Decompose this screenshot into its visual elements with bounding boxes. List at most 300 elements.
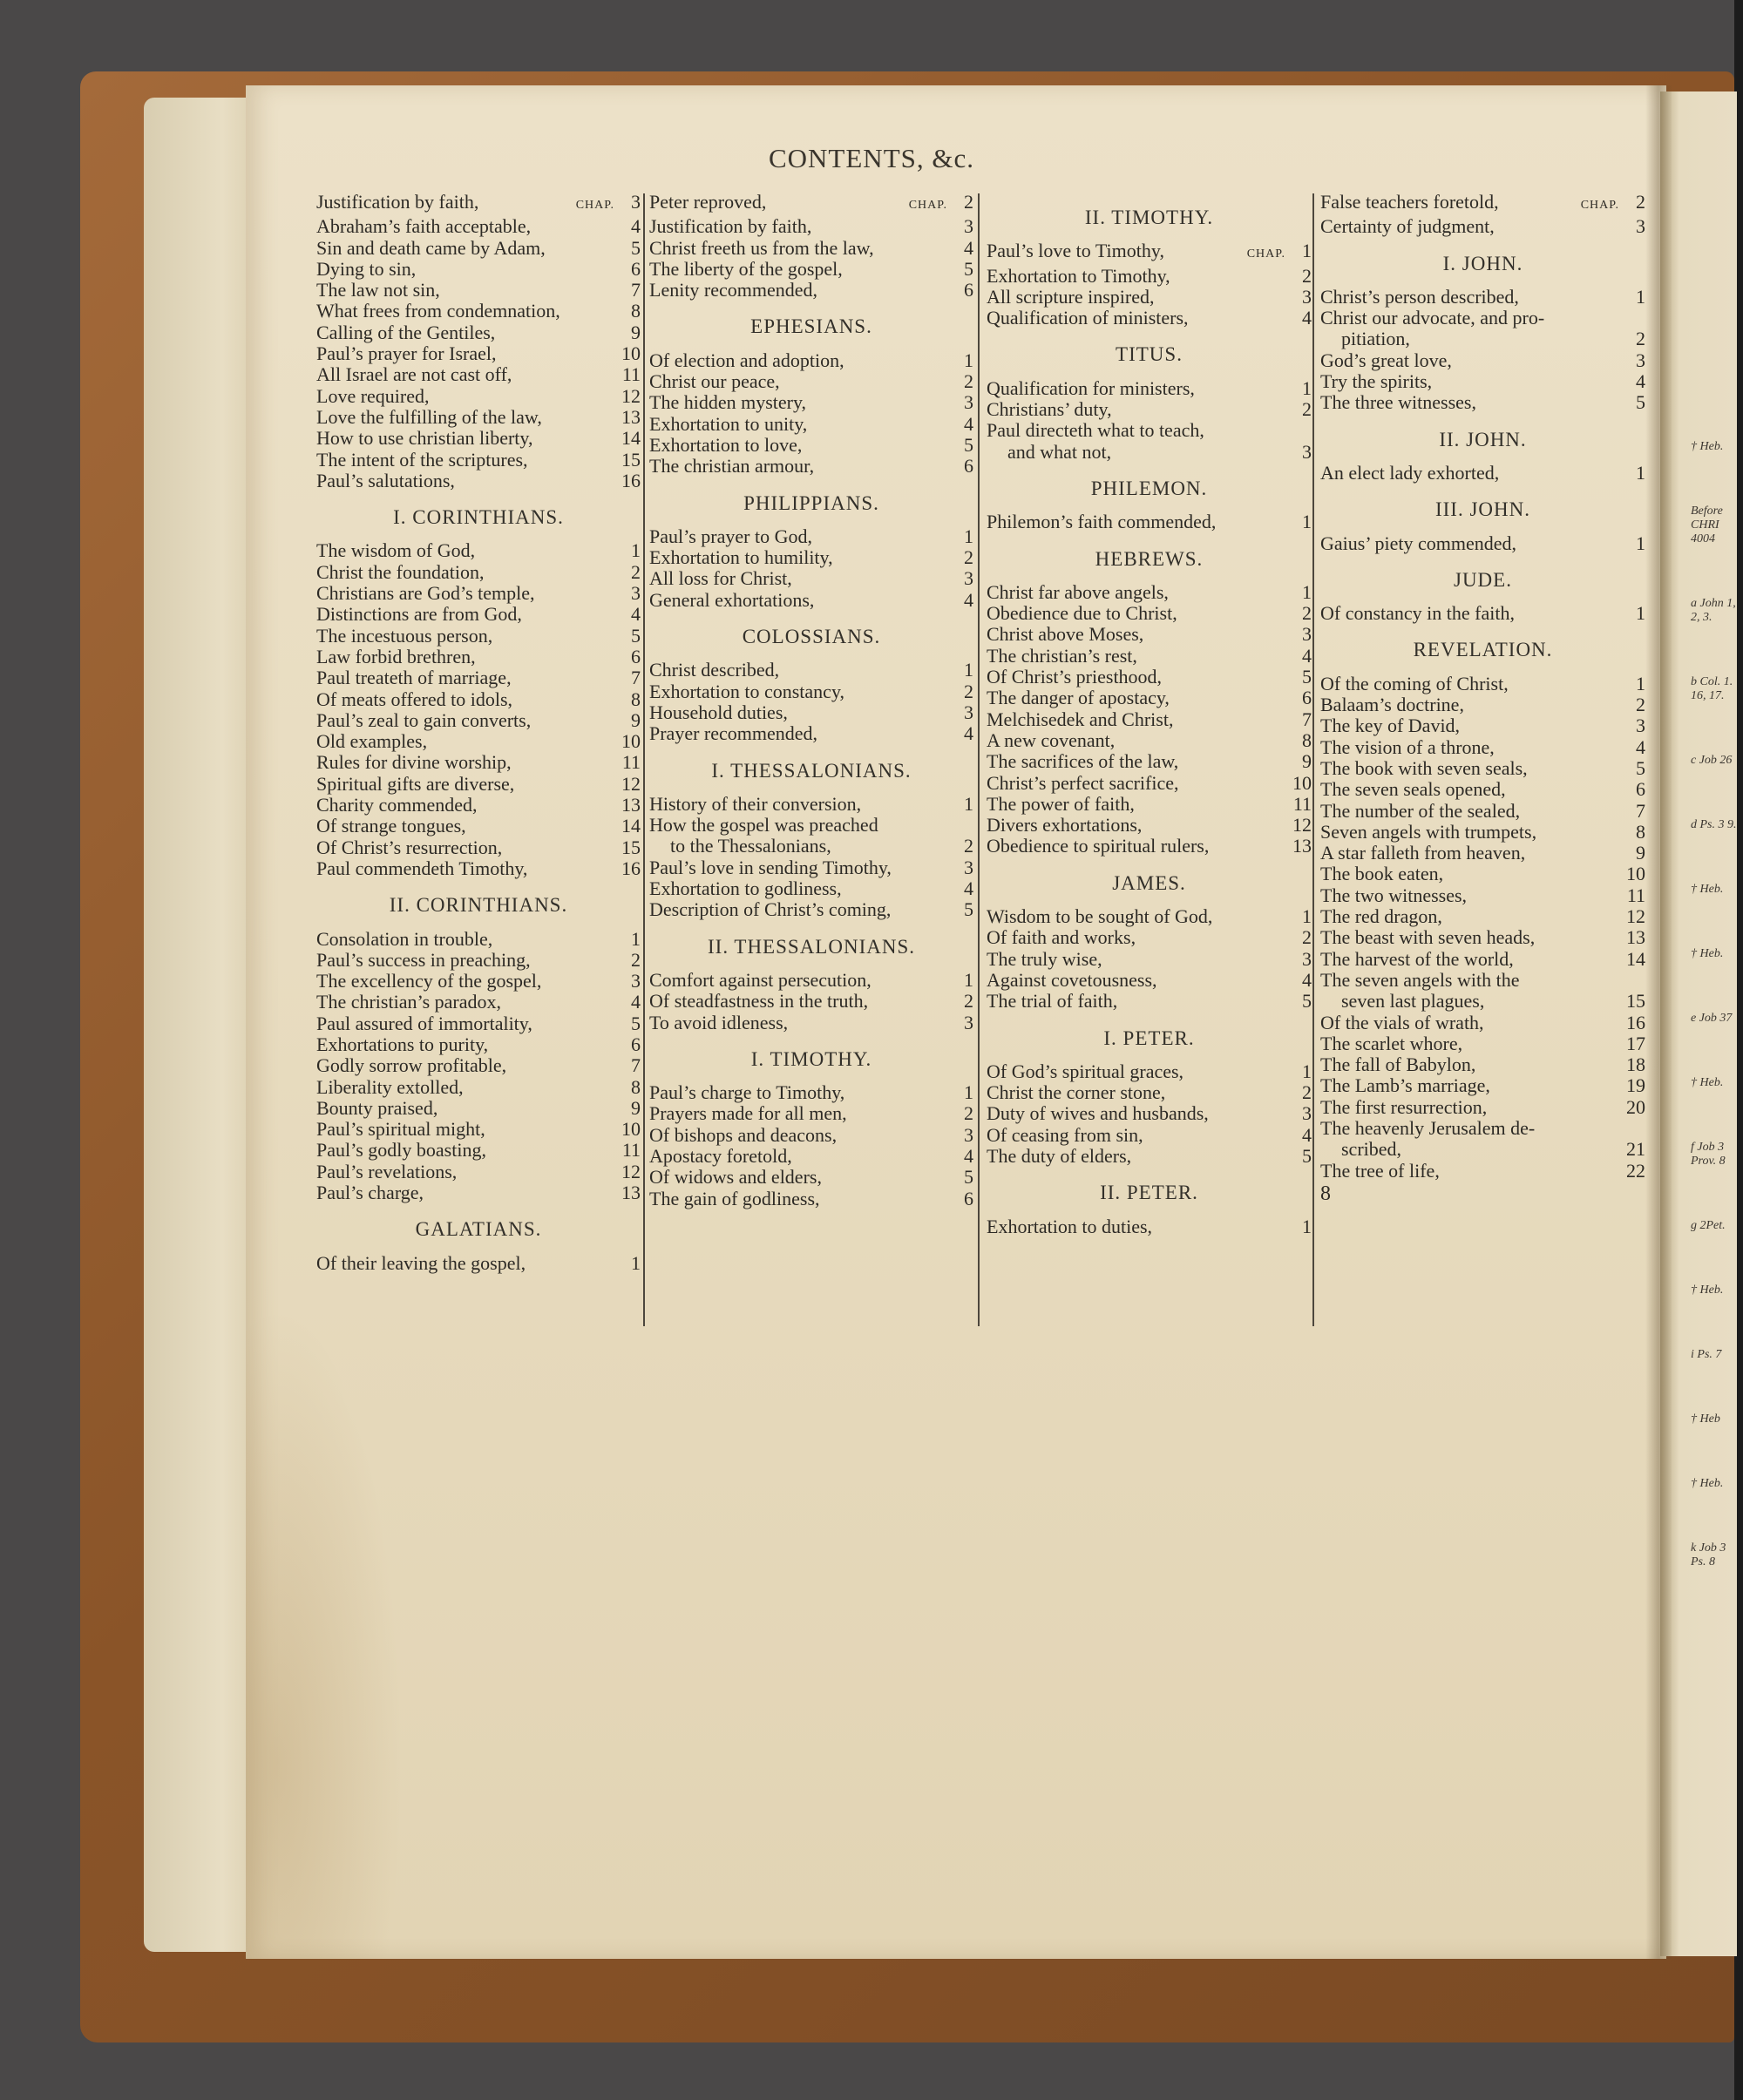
- entry-title: Paul’s charge to Timothy,: [649, 1081, 845, 1104]
- margin-note: a John 1, 2, 3.: [1691, 597, 1736, 624]
- entry-title: Paul assured of immortality,: [316, 1012, 532, 1034]
- contents-entry: [1320, 287, 1645, 308]
- book-heading: II. JOHN.: [1439, 428, 1527, 450]
- contents-entry: [987, 906, 1312, 927]
- chapter-number: 6: [964, 455, 973, 478]
- entry-title: Lenity recommended,: [649, 279, 818, 301]
- chapter-number: 3: [964, 1123, 973, 1146]
- contents-entry: [1320, 1161, 1645, 1182]
- entry-chapter: [954, 660, 973, 681]
- entry-chapter: [954, 414, 973, 435]
- contents-entry: [1320, 737, 1645, 758]
- contents-entry: [987, 949, 1312, 970]
- entry-chapter: [954, 456, 973, 477]
- chapter-number: 3: [1636, 715, 1645, 737]
- entry-title: Exhortation to godliness,: [649, 877, 842, 900]
- entry-title: The hidden mystery,: [649, 391, 807, 414]
- contents-entry: [649, 456, 973, 477]
- entry-title: Melchisedek and Christ,: [987, 708, 1174, 730]
- chapter-number: 4: [1636, 735, 1645, 758]
- entry-title: The power of faith,: [987, 792, 1135, 815]
- contents-entry: [987, 991, 1312, 1012]
- contents-entry: [316, 471, 641, 491]
- chapter-number: 13: [1626, 926, 1645, 949]
- chapter-number: 5: [631, 1012, 641, 1034]
- entry-chapter: [1626, 1075, 1645, 1096]
- book-heading: I. TIMOTHY.: [750, 1047, 872, 1070]
- entry-title: Of the vials of wrath,: [1320, 1011, 1484, 1033]
- margin-note: e Job 37: [1691, 1012, 1733, 1025]
- margin-note: † Heb.: [1691, 1284, 1724, 1297]
- chapter-number: 8: [631, 1075, 641, 1098]
- entry-title: The intent of the scriptures,: [316, 448, 528, 471]
- contents-entry: [1320, 906, 1645, 927]
- contents-entry: [987, 420, 1312, 441]
- chapter-number: 1: [1636, 285, 1645, 308]
- contents-entry: [316, 259, 641, 280]
- margin-note: i Ps. 7: [1691, 1348, 1722, 1361]
- contents-entry: [316, 583, 641, 604]
- entry-title: Christ our peace,: [649, 370, 780, 393]
- entry-chapter: [621, 689, 641, 710]
- chapter-number: 5: [964, 257, 973, 280]
- chapter-number: 3: [1636, 349, 1645, 371]
- entry-chapter: [1292, 442, 1312, 463]
- chapter-number: 1: [1302, 905, 1312, 928]
- chapter-number: 1: [964, 1081, 973, 1104]
- entry-chapter: [1626, 1161, 1645, 1182]
- contents-entry: [987, 794, 1312, 815]
- entry-title: Christ freeth us from the law,: [649, 236, 874, 259]
- entry-title: scribed,: [1341, 1138, 1402, 1161]
- chapter-number: 3: [1302, 1102, 1312, 1125]
- chapter-number: 9: [631, 708, 641, 731]
- entry-title: pitiation,: [1341, 328, 1410, 350]
- chapter-number: 17: [1626, 1032, 1645, 1054]
- contents-entry: [1320, 927, 1645, 948]
- entry-title: The fall of Babylon,: [1320, 1053, 1476, 1076]
- entry-title: Divers exhortations,: [987, 814, 1143, 837]
- contents-entry: [1320, 350, 1645, 371]
- entry-title: The number of the sealed,: [1320, 799, 1521, 822]
- contents-entry: [987, 1146, 1312, 1167]
- entry-title: Gaius’ piety commended,: [1320, 532, 1517, 554]
- margin-note: d Ps. 3 9.: [1691, 818, 1737, 831]
- contents-entry: [316, 816, 641, 837]
- contents-entry: [316, 343, 641, 364]
- chapter-number: 8: [1302, 728, 1312, 751]
- chapter-number: 5: [631, 236, 641, 259]
- entry-title: Christ’s perfect sacrifice,: [987, 771, 1179, 794]
- contents-entry: [316, 386, 641, 407]
- entry-chapter: [1292, 378, 1312, 399]
- entry-title: Household duties,: [649, 701, 788, 723]
- entry-chapter: [1581, 192, 1645, 216]
- contents-column-4: [1320, 192, 1645, 1204]
- contents-entry: [649, 702, 973, 723]
- contents-entry: [649, 660, 973, 681]
- chapter-number: 4: [631, 215, 641, 238]
- chapter-number: 2: [1636, 328, 1645, 350]
- entry-title: Christ the foundation,: [316, 560, 485, 583]
- entry-chapter: [954, 216, 973, 237]
- book-heading: I. CORINTHIANS.: [393, 506, 564, 529]
- entry-chapter: [1292, 511, 1312, 532]
- chap-label: CHAP.: [1580, 199, 1619, 212]
- chapter-number: 10: [1626, 863, 1645, 885]
- entry-title: The seven seals opened,: [1320, 778, 1506, 801]
- entry-chapter: [954, 1103, 973, 1124]
- entry-title: Try the spirits,: [1320, 370, 1433, 393]
- contents-entry: [987, 815, 1312, 836]
- page-number: 8: [1320, 1182, 1331, 1205]
- chapter-number: 8: [1636, 820, 1645, 843]
- book-heading: HEBREWS.: [1095, 547, 1204, 570]
- entry-chapter: [1292, 1216, 1312, 1237]
- chapter-number: 4: [631, 603, 641, 626]
- chapter-number: 2: [964, 370, 973, 393]
- entry-title: Love required,: [316, 384, 430, 407]
- contents-entry: [316, 238, 641, 259]
- entry-title: The seven angels with the: [1320, 968, 1520, 991]
- chapter-number: 7: [1636, 799, 1645, 822]
- column-rule: [978, 193, 980, 1326]
- entry-chapter: [954, 681, 973, 702]
- entry-chapter: [1626, 216, 1645, 237]
- entry-title: The trial of faith,: [987, 990, 1118, 1013]
- column-rule: [643, 193, 645, 1326]
- entry-chapter: [1292, 815, 1312, 836]
- chapter-number: 16: [621, 469, 641, 491]
- entry-chapter: [1626, 371, 1645, 392]
- entry-chapter: [954, 350, 973, 371]
- entry-chapter: [621, 343, 641, 364]
- contents-entry: [316, 450, 641, 471]
- entry-title: Christ far above angels,: [987, 580, 1169, 603]
- entry-title: All Israel are not cast off,: [316, 363, 512, 386]
- entry-chapter: [1292, 906, 1312, 927]
- chapter-number: 2: [964, 191, 973, 213]
- entry-chapter: [1292, 646, 1312, 667]
- chapter-number: 4: [1302, 968, 1312, 991]
- chapter-number: 2: [631, 948, 641, 971]
- entry-title: Liberality extolled,: [316, 1075, 464, 1098]
- contents-entry: [649, 192, 973, 216]
- entry-chapter: [1626, 906, 1645, 927]
- entry-chapter: [1626, 350, 1645, 371]
- entry-title: History of their conversion,: [649, 792, 862, 815]
- contents-entry: [1320, 463, 1645, 484]
- entry-chapter: [576, 192, 641, 216]
- contents-entry: [316, 731, 641, 752]
- entry-chapter: [1292, 1103, 1312, 1124]
- entry-chapter: [621, 280, 641, 301]
- contents-entry: [649, 794, 973, 815]
- contents-entry: [987, 266, 1312, 287]
- contents-entry: [649, 435, 973, 456]
- entry-title: Of steadfastness in the truth,: [649, 990, 869, 1013]
- entry-chapter: [1626, 1033, 1645, 1054]
- entry-chapter: [1626, 1013, 1645, 1033]
- contents-entry: [649, 259, 973, 280]
- entry-title: All loss for Christ,: [649, 567, 792, 590]
- entry-title: Paul’s charge,: [316, 1182, 424, 1204]
- contents-entry: [649, 350, 973, 371]
- chapter-number: 10: [621, 342, 641, 365]
- chapter-number: 13: [621, 1182, 641, 1204]
- entry-chapter: [954, 1082, 973, 1103]
- contents-entry: [987, 308, 1312, 329]
- chapter-number: 11: [1626, 884, 1645, 906]
- entry-title: Paul’s revelations,: [316, 1160, 458, 1182]
- chapter-number: 4: [964, 412, 973, 435]
- contents-column-1: [316, 192, 641, 1274]
- entry-chapter: [621, 731, 641, 752]
- contents-entry: [987, 511, 1312, 532]
- book-heading: I. THESSALONIANS.: [711, 759, 912, 782]
- entry-chapter: [1292, 582, 1312, 603]
- chapter-number: 1: [1302, 240, 1312, 262]
- chapter-number: 1: [1302, 580, 1312, 603]
- entry-title: Bounty praised,: [316, 1096, 438, 1119]
- entry-title: An elect lady exhorted,: [1320, 461, 1500, 484]
- contents-entry: [1320, 949, 1645, 970]
- chapter-number: 12: [621, 772, 641, 795]
- contents-entry: [316, 280, 641, 301]
- contents-entry: [987, 836, 1312, 857]
- contents-entry: [987, 970, 1312, 991]
- entry-chapter: [621, 386, 641, 407]
- entry-title: Against covetousness,: [987, 968, 1157, 991]
- entry-chapter: [1626, 737, 1645, 758]
- chapter-number: 6: [1302, 687, 1312, 709]
- entry-title: Seven angels with trumpets,: [1320, 820, 1537, 843]
- chapter-number: 11: [1292, 792, 1312, 815]
- chapter-number: 16: [1626, 1011, 1645, 1033]
- entry-chapter: [1292, 603, 1312, 624]
- entry-chapter: [1626, 392, 1645, 413]
- facing-page-margin-notes: [1691, 440, 1743, 1620]
- entry-title: Justification by faith,: [649, 215, 812, 238]
- contents-entry: [649, 1103, 973, 1124]
- margin-note: † Heb.: [1691, 947, 1724, 960]
- chapter-number: 5: [964, 898, 973, 921]
- entry-title: What frees from condemnation,: [316, 300, 560, 322]
- chapter-number: 3: [631, 970, 641, 992]
- entry-title: The beast with seven heads,: [1320, 926, 1536, 949]
- chapter-number: 4: [964, 236, 973, 259]
- contents-entry: [987, 378, 1312, 399]
- entry-title: Paul’s salutations,: [316, 469, 455, 491]
- chapter-number: 2: [1302, 1081, 1312, 1104]
- chapter-number: 9: [1302, 750, 1312, 773]
- entry-chapter: [621, 1055, 641, 1076]
- entry-chapter: [1292, 751, 1312, 772]
- contents-entry: [1320, 822, 1645, 843]
- contents-entry: [1320, 533, 1645, 554]
- chapter-number: 3: [1302, 440, 1312, 463]
- entry-title: Charity commended,: [316, 794, 478, 816]
- entry-chapter: [621, 950, 641, 971]
- chap-label: CHAP.: [575, 199, 614, 212]
- chapter-number: 6: [631, 257, 641, 280]
- entry-chapter: [621, 647, 641, 667]
- entry-chapter: [621, 971, 641, 992]
- entry-title: The law not sin,: [316, 279, 440, 301]
- entry-title: The Lamb’s marriage,: [1320, 1074, 1490, 1097]
- entry-title: The scarlet whore,: [1320, 1032, 1463, 1054]
- chapter-number: 4: [1302, 644, 1312, 667]
- entry-chapter: [1292, 624, 1312, 645]
- entry-title: to the Thessalonians,: [670, 835, 831, 857]
- margin-note: g 2Pet.: [1691, 1219, 1726, 1232]
- contents-entry: [316, 1119, 641, 1140]
- entry-chapter: [954, 794, 973, 815]
- contents-entry: [316, 1253, 641, 1274]
- chapter-number: 5: [1636, 756, 1645, 779]
- entry-chapter: [621, 1253, 641, 1274]
- entry-title: The danger of apostacy,: [987, 687, 1170, 709]
- entry-title: To avoid idleness,: [649, 1011, 789, 1033]
- entry-chapter: [621, 407, 641, 428]
- book-gutter: [1645, 85, 1672, 1959]
- chapter-number: 7: [631, 1054, 641, 1077]
- entry-title: Of bishops and deacons,: [649, 1123, 838, 1146]
- entry-title: seven last plagues,: [1341, 990, 1485, 1013]
- entry-chapter: [621, 795, 641, 816]
- entry-title: Of widows and elders,: [649, 1166, 822, 1189]
- entry-chapter: [1292, 287, 1312, 308]
- entry-chapter: [954, 878, 973, 899]
- contents-entry: [649, 547, 973, 568]
- book-heading: JUDE.: [1454, 568, 1512, 591]
- contents-entry: [987, 1061, 1312, 1082]
- margin-note: † Heb: [1691, 1412, 1720, 1426]
- entry-title: Wisdom to be sought of God,: [987, 905, 1213, 928]
- chapter-number: 18: [1626, 1053, 1645, 1076]
- entry-title: The excellency of the gospel,: [316, 970, 542, 992]
- entry-title: Christians are God’s temple,: [316, 582, 535, 605]
- entry-title: The book eaten,: [1320, 863, 1444, 885]
- entry-chapter: [954, 1146, 973, 1167]
- contents-entry: [1320, 216, 1645, 237]
- entry-title: Christ above Moses,: [987, 623, 1144, 646]
- entry-chapter: [621, 1162, 641, 1182]
- chapter-number: 6: [631, 1033, 641, 1055]
- contents-entry: [649, 392, 973, 413]
- contents-entry: [987, 927, 1312, 948]
- book-heading: III. JOHN.: [1434, 498, 1530, 521]
- chapter-number: 2: [1302, 602, 1312, 625]
- entry-chapter: [1292, 667, 1312, 688]
- chapter-number: 14: [621, 427, 641, 450]
- chapter-number: 3: [964, 701, 973, 723]
- entry-chapter: [1626, 864, 1645, 884]
- chapter-number: 4: [1302, 307, 1312, 329]
- entry-title: Spiritual gifts are diverse,: [316, 772, 515, 795]
- contents-entry: [316, 858, 641, 879]
- contents-entry: [1320, 801, 1645, 822]
- chapter-number: 5: [631, 624, 641, 647]
- contents-entry: [316, 322, 641, 343]
- contents-entry: [649, 836, 973, 857]
- entry-chapter: [621, 322, 641, 343]
- book-heading: II. TIMOTHY.: [1084, 207, 1214, 228]
- entry-title: Exhortation to love,: [649, 433, 803, 456]
- entry-chapter: [1292, 1146, 1312, 1167]
- chapter-number: 22: [1626, 1159, 1645, 1182]
- book-heading: TITUS.: [1116, 343, 1183, 366]
- entry-title: Prayers made for all men,: [649, 1102, 847, 1125]
- chapter-number: 2: [964, 835, 973, 857]
- entry-chapter: [621, 364, 641, 385]
- entry-title: The duty of elders,: [987, 1144, 1132, 1167]
- book-heading: GALATIANS.: [415, 1218, 542, 1241]
- entry-chapter: [954, 259, 973, 280]
- entry-title: Paul’s prayer to God,: [649, 525, 812, 547]
- chapter-number: 14: [621, 815, 641, 837]
- column-rule: [1312, 193, 1314, 1326]
- entry-title: The harvest of the world,: [1320, 947, 1514, 970]
- entry-chapter: [954, 702, 973, 723]
- chapter-number: 13: [621, 794, 641, 816]
- entry-title: The wisdom of God,: [316, 539, 476, 562]
- entry-title: Rules for divine worship,: [316, 751, 512, 774]
- chapter-number: 1: [964, 659, 973, 681]
- entry-chapter: [1626, 1139, 1645, 1160]
- chapter-number: 21: [1626, 1138, 1645, 1161]
- entry-title: Exhortation to duties,: [987, 1215, 1153, 1237]
- chapter-number: 16: [621, 857, 641, 879]
- contents-entry: [316, 950, 641, 971]
- entry-title: Law forbid brethren,: [316, 645, 476, 667]
- entry-chapter: [1292, 308, 1312, 329]
- chapter-number: 12: [621, 384, 641, 407]
- entry-title: How to use christian liberty,: [316, 427, 533, 450]
- contents-entry: [987, 1103, 1312, 1124]
- entry-chapter: [1626, 949, 1645, 970]
- entry-title: God’s great love,: [1320, 349, 1452, 371]
- chapter-number: 3: [1302, 947, 1312, 970]
- contents-entry: [987, 688, 1312, 708]
- entry-title: The christian’s paradox,: [316, 991, 501, 1013]
- contents-entry: [987, 773, 1312, 794]
- entry-chapter: [954, 547, 973, 568]
- entry-chapter: [1626, 779, 1645, 800]
- entry-chapter: [1626, 822, 1645, 843]
- entry-chapter: [621, 752, 641, 773]
- chapter-number: 2: [631, 560, 641, 583]
- chapter-number: 4: [964, 1144, 973, 1167]
- contents-entry: [316, 1182, 641, 1203]
- contents-entry: [987, 751, 1312, 772]
- contents-entry: [649, 1189, 973, 1209]
- entry-title: Christ’s person described,: [1320, 285, 1519, 308]
- contents-entry: [316, 1077, 641, 1098]
- chapter-number: 3: [631, 582, 641, 605]
- contents-entry: [649, 1082, 973, 1103]
- entry-title: Of God’s spiritual graces,: [987, 1060, 1184, 1082]
- chapter-number: 6: [1636, 778, 1645, 801]
- chapter-number: 3: [1302, 623, 1312, 646]
- contents-entry: [649, 991, 973, 1012]
- chapter-number: 3: [631, 191, 641, 213]
- contents-entry: [987, 1216, 1312, 1237]
- entry-chapter: [621, 992, 641, 1013]
- entry-chapter: [954, 970, 973, 991]
- chapter-number: 14: [1626, 947, 1645, 970]
- contents-entry: [316, 1098, 641, 1119]
